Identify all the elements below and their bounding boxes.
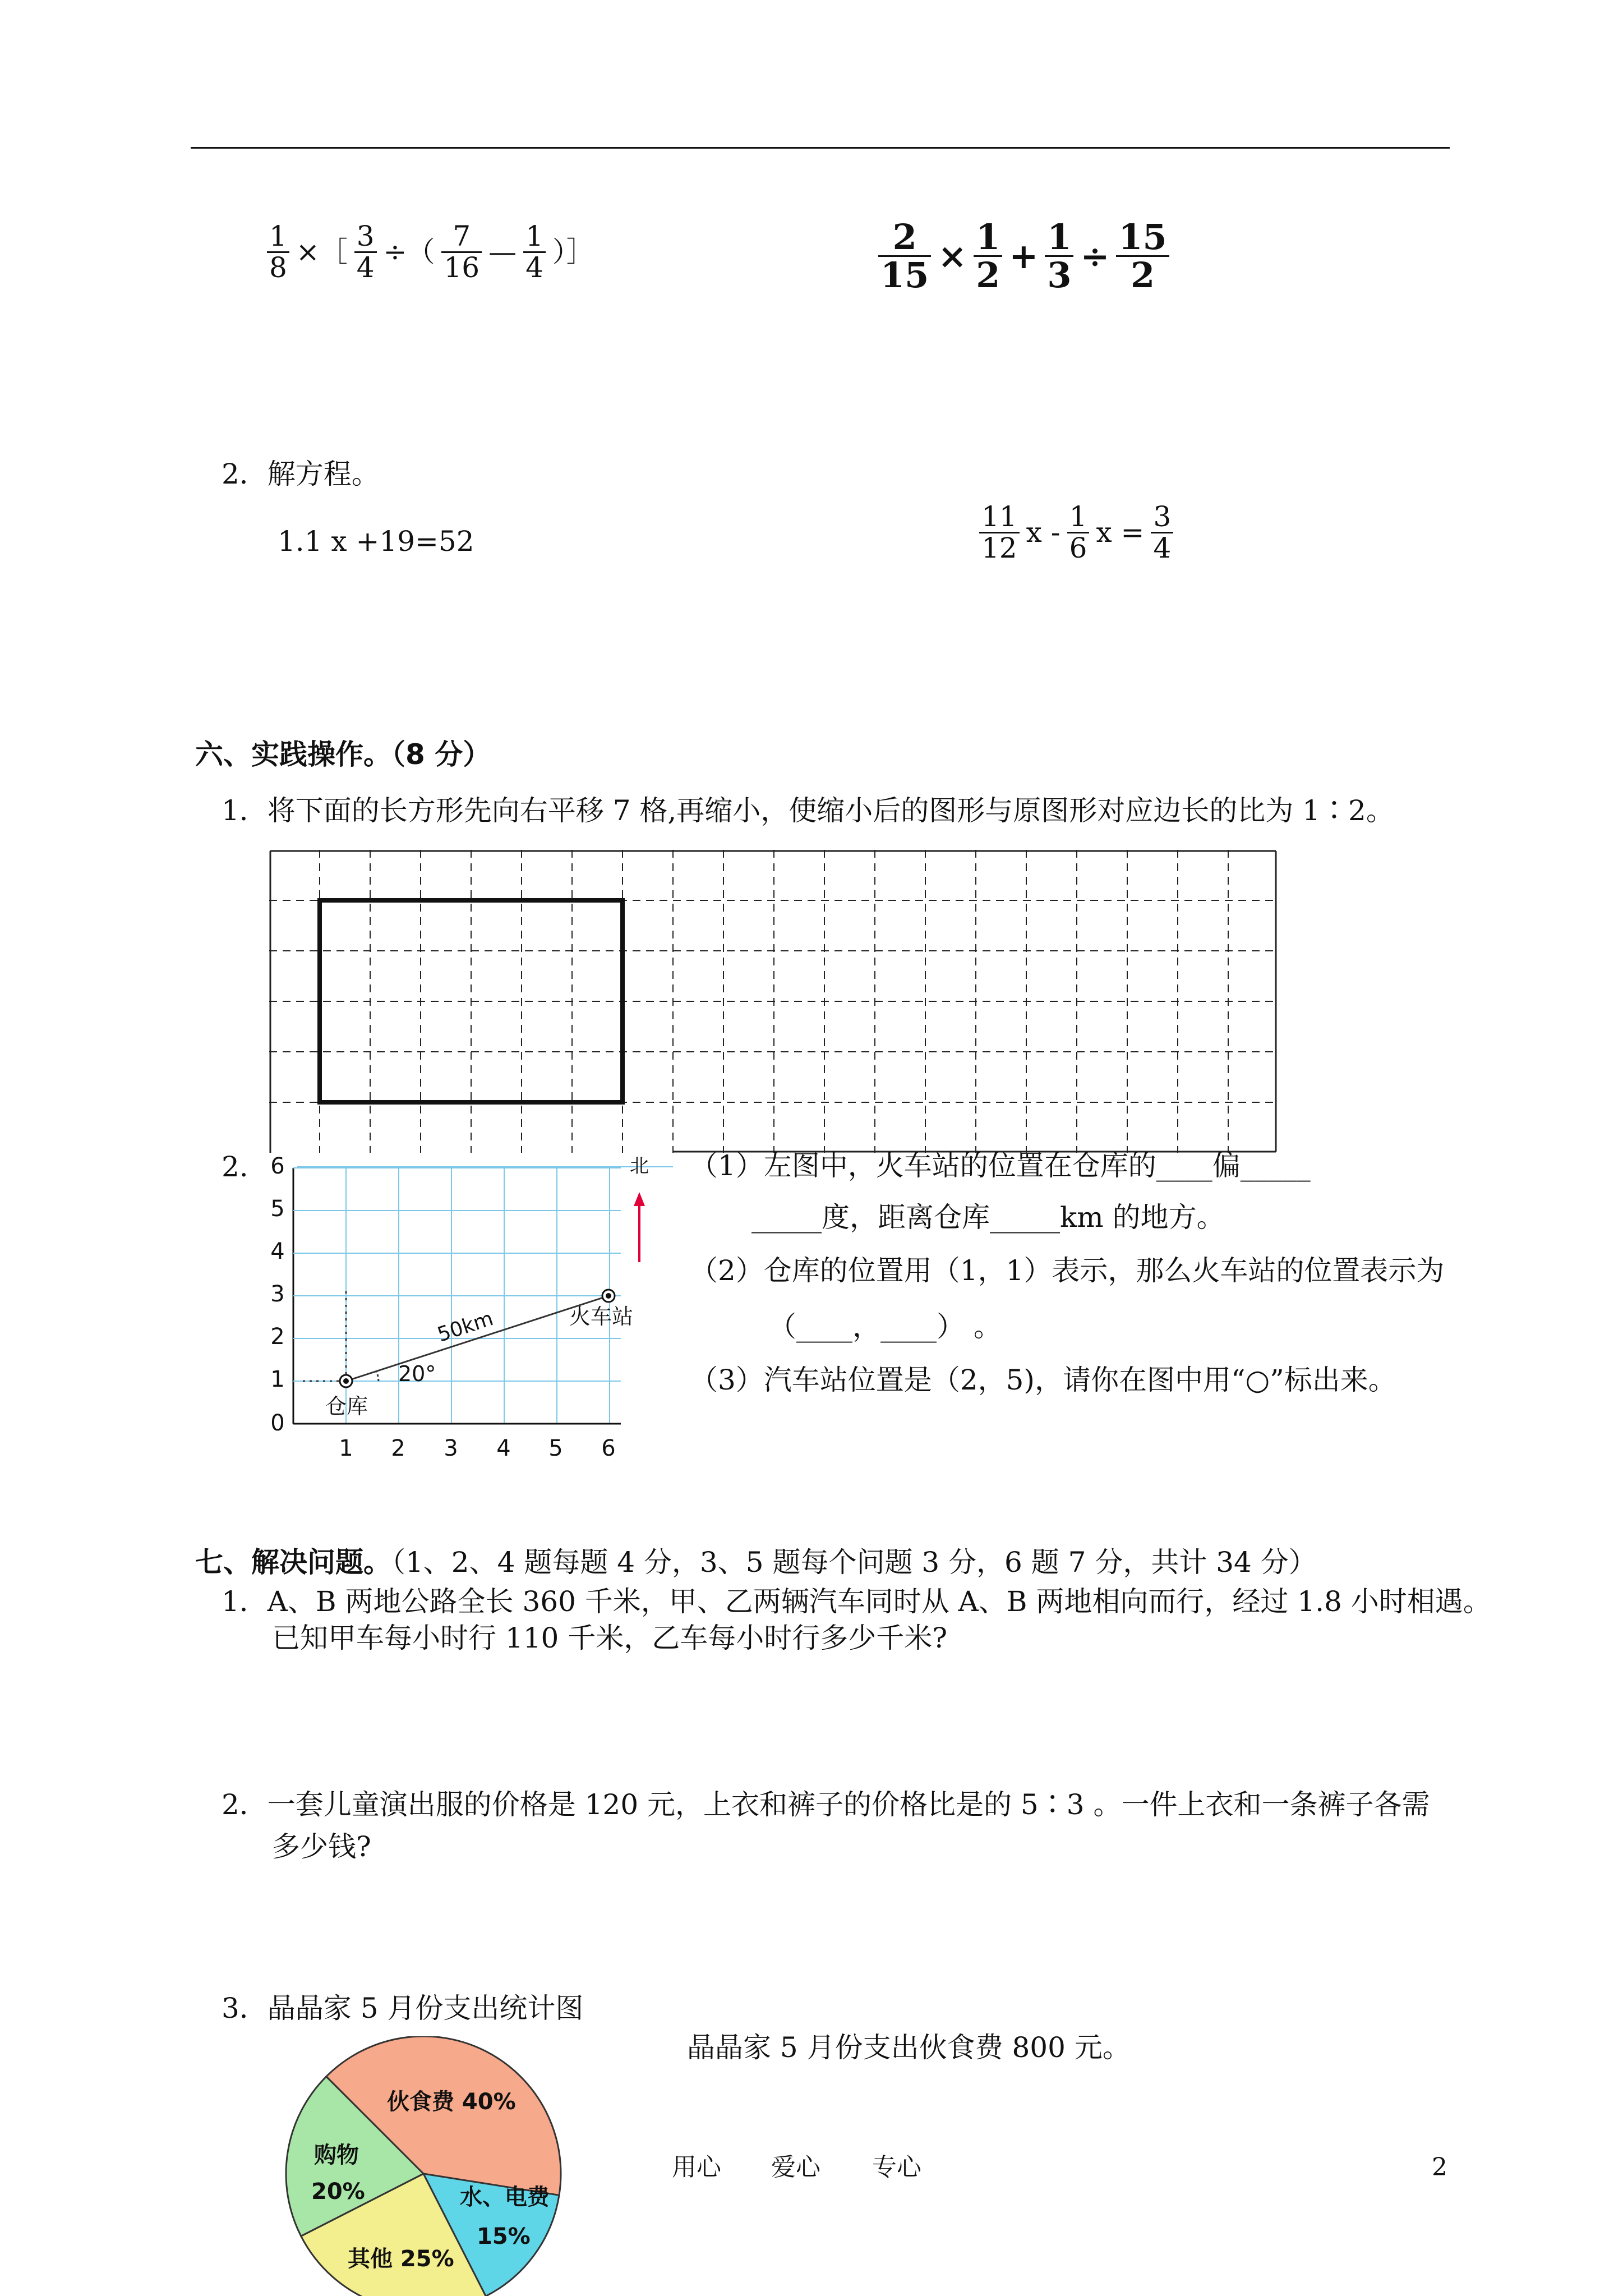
slice-label-food: 伙食费 40% [387,2089,516,2115]
fraction: $\frac{3}{4}$ [1151,502,1173,563]
slice-label-shopping: 购物 [314,2142,359,2168]
problem-2-line-2: 多少钱? [272,1830,371,1863]
station-label: 火车站 [569,1304,634,1329]
north-label: 北 [630,1155,649,1177]
x-tick: 3 [444,1435,458,1461]
slice-pct-shopping: 20% [311,2179,365,2205]
fraction: $\frac{1}{2}$ [974,219,1002,293]
fraction: $\frac{2}{15}$ [878,219,931,293]
x-tick: 1 [339,1435,353,1461]
section-6-title: 六、实践操作。（8 分） [195,738,491,771]
distance-label: 50km [435,1307,496,1347]
angle-label: 20° [398,1361,436,1386]
fraction: $\frac{7}{16}$ [441,222,482,282]
expression-1: $\frac{1}{8}$ ×［ $\frac{3}{4}$ ÷（ $\frac{7}{16}$ — $\frac{1}{4}$ ）］ [264,222,598,282]
equation-1: 1.1 x +19=52 [278,525,474,558]
section-6-question-2-number: 2. [222,1151,248,1183]
warehouse-label: 仓库 [325,1394,368,1419]
x-tick-labels [339,1435,615,1461]
y-tick: 0 [270,1410,285,1436]
problem-1-line-1: 1．A、B 两地公路全长 360 千米，甲、乙两辆汽车同时从 A、B 两地相向而行，经过 1.8 小时相遇。 [222,1585,1491,1618]
y-tick-labels [270,1153,284,1436]
problem-1-line-2: 已知甲车每小时行 110 千米，乙车每小时行多少千米? [272,1622,948,1654]
fraction: $\frac{1}{8}$ [267,222,289,282]
fraction: $\frac{15}{2}$ [1116,219,1169,293]
section-7-title: 七、解决问题。 [195,1546,391,1579]
section-7-heading [195,1540,1317,1580]
section-7-note: （1、2、4 题每题 4 分，3、5 题每个问题 3 分，6 题 7 分，共计 34 分） [391,1546,1317,1579]
slice-pct-utilities: 15% [477,2224,531,2249]
footer-word-3: 专心 [872,2153,921,2182]
x-tick: 2 [391,1435,405,1461]
fraction: $\frac{11}{12}$ [979,502,1020,563]
problem-3-note: 晶晶家 5 月份支出伙食费 800 元。 [687,2031,1131,2064]
header-rule [191,147,1450,149]
fraction: $\frac{1}{4}$ [523,222,546,282]
y-tick: 6 [270,1153,285,1179]
problem-2-line-1: 2．一套儿童演出服的价格是 120 元，上衣和裤子的价格比是的 5∶3 。一件上衣和一条裤子各需 [222,1788,1430,1821]
y-tick: 2 [270,1324,285,1350]
translation-grid [269,850,1279,1153]
fraction: $\frac{1}{3}$ [1045,219,1073,293]
question-2-title: 2．解方程。 [222,458,380,490]
angle-arc [376,1371,379,1381]
fraction: $\frac{1}{6}$ [1067,502,1090,563]
footer-word-1: 用心 [672,2153,721,2182]
q2-line-4: （____，____） 。 [768,1310,1002,1343]
q2-line-1: （1）左图中，火车站的位置在仓库的____偏_____ [690,1149,1311,1182]
section-6-question-1: 1．将下面的长方形先向右平移 7 格,再缩小，使缩小后的图形与原图形对应边长的比为 1∶2。 [222,794,1394,827]
y-tick: 3 [270,1281,285,1307]
slice-label-utilities: 水、电费 [460,2184,550,2210]
q2-line-3: （2）仓库的位置用（1，1）表示，那么火车站的位置表示为 [690,1254,1445,1287]
slice-label-other: 其他 25% [348,2246,454,2272]
expression-2: $\frac{2}{15}$ × $\frac{1}{2}$ + $\frac{1}{3}$ ÷ $\frac{15}{2}$ [875,219,1173,293]
q2-line-5: （3）汽车站位置是（2，5)，请你在图中用“○”标出来。 [690,1364,1396,1396]
fraction: $\frac{3}{4}$ [354,222,377,282]
q2-line-2: _____度，距离仓库_____km 的地方。 [751,1201,1225,1234]
x-tick: 5 [548,1435,563,1461]
y-tick: 5 [270,1196,285,1222]
expense-pie-chart [275,2036,566,2296]
coordinate-map [247,1139,673,1475]
x-tick: 4 [496,1435,511,1461]
page-number: 2 [1432,2153,1447,2182]
y-tick: 1 [270,1366,285,1392]
x-tick: 6 [601,1435,616,1461]
north-arrow-head [634,1192,645,1206]
equation-2: $\frac{11}{12}$ x - $\frac{1}{6}$ x = $\frac{3}{4}$ [976,502,1177,563]
y-tick: 4 [270,1239,285,1264]
problem-3-title: 3．晶晶家 5 月份支出统计图 [222,1992,584,2024]
footer-word-2: 爱心 [771,2153,820,2182]
